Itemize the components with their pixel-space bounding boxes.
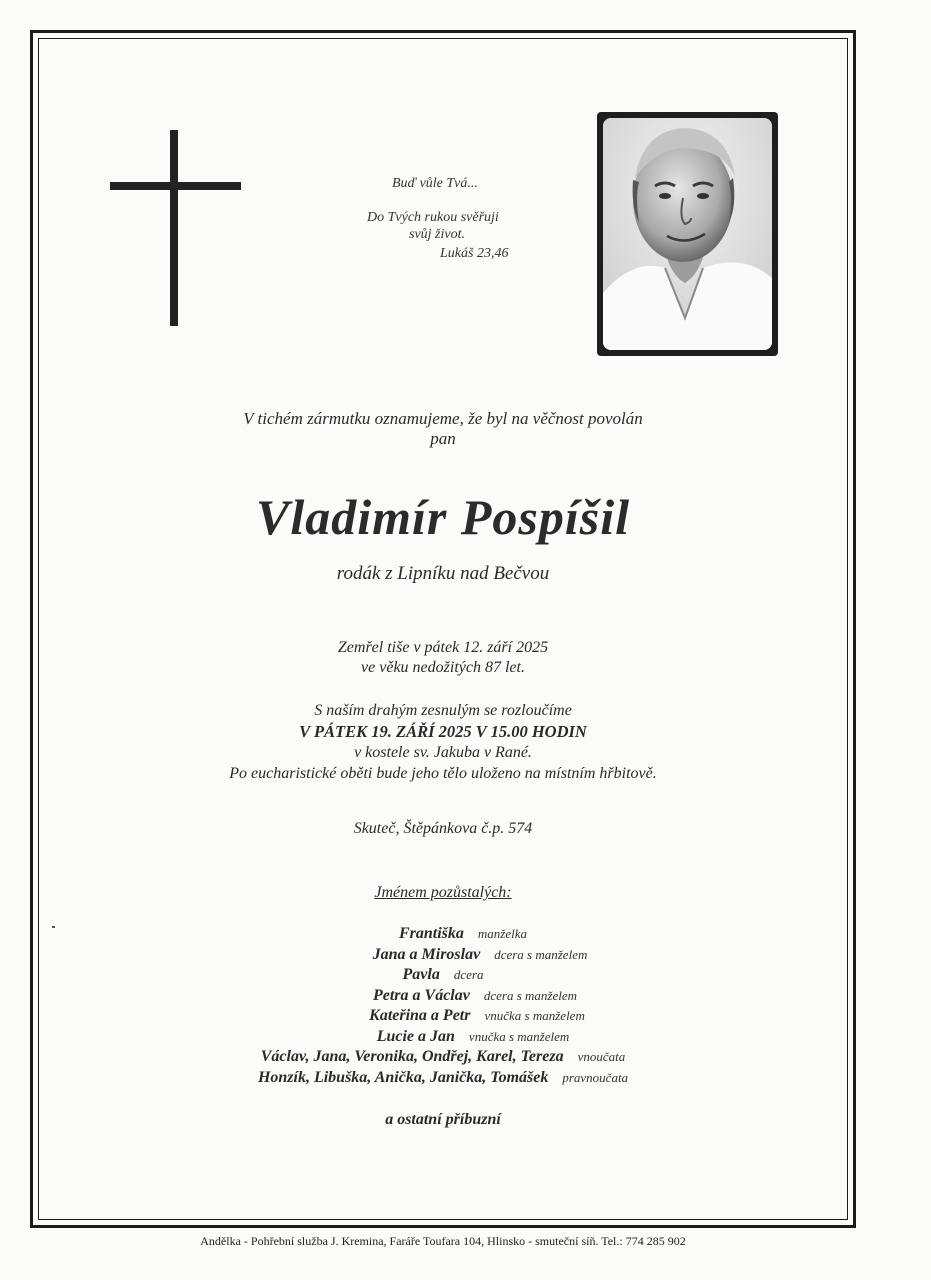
list-item: Václav, Jana, Veronika, Ondřej, Karel, Tereza vnoučata (260, 1048, 626, 1065)
list-item: Honzík, Libuška, Anička, Janička, Tomášek pravnoučata (257, 1068, 629, 1086)
verse-line-2: Do Tvých rukou svěřuji (367, 210, 499, 225)
list-item: Kateřina a Petr vnučka s manželem (369, 1007, 585, 1024)
footer-funeral-service: Andělka - Pohřební služba J. Kremina, Faráře Toufara 104, Hlinsko - smuteční síň. Tel.: 774 285 902 (200, 1234, 686, 1248)
list-item: Františka manželka (398, 925, 528, 942)
announcement-intro: V tichém zármutku oznamujeme, že byl na věčnost povolán pan (243, 409, 643, 448)
verse-line-1: Buď vůle Tvá... (392, 176, 478, 191)
scan-speck (52, 926, 55, 928)
deceased-name: Vladimír Pospíšil (255, 489, 630, 545)
portrait-photo (597, 112, 778, 356)
funeral-info: S naším drahým zesnulým se rozloučíme V PÁTEK 19. ZÁŘÍ 2025 V 15.00 HODIN v kostele sv. Jakuba v Rané. Po eucharistické oběti bude jeho tělo uloženo na místním hřbitově. (0, 700, 886, 784)
verse-line-3: svůj život. (409, 227, 465, 242)
verse-reference: Lukáš 23,46 (440, 246, 509, 261)
mourners-heading: Jménem pozůstalých: (374, 884, 512, 901)
list-item: Pavla dcera (402, 966, 484, 983)
list-item: Petra a Václav dcera s manželem (372, 986, 578, 1004)
address: Skuteč, Štěpánkova č.p. 574 (353, 820, 533, 837)
death-info: Zemřel tiše v pátek 12. září 2025 ve věku nedožitých 87 let. (337, 639, 549, 676)
list-item: Lucie a Jan vnučka s manželem (376, 1027, 570, 1045)
funeral-date: V PÁTEK 19. ZÁŘÍ 2025 V 15.00 HODIN (299, 722, 587, 741)
other-relatives: a ostatní příbuzní (385, 1111, 501, 1128)
mourners-list (0, 925, 886, 1089)
deceased-origin: rodák z Lipníku nad Bečvou (336, 563, 550, 584)
list-item: Jana a Miroslav dcera s manželem (372, 945, 588, 963)
